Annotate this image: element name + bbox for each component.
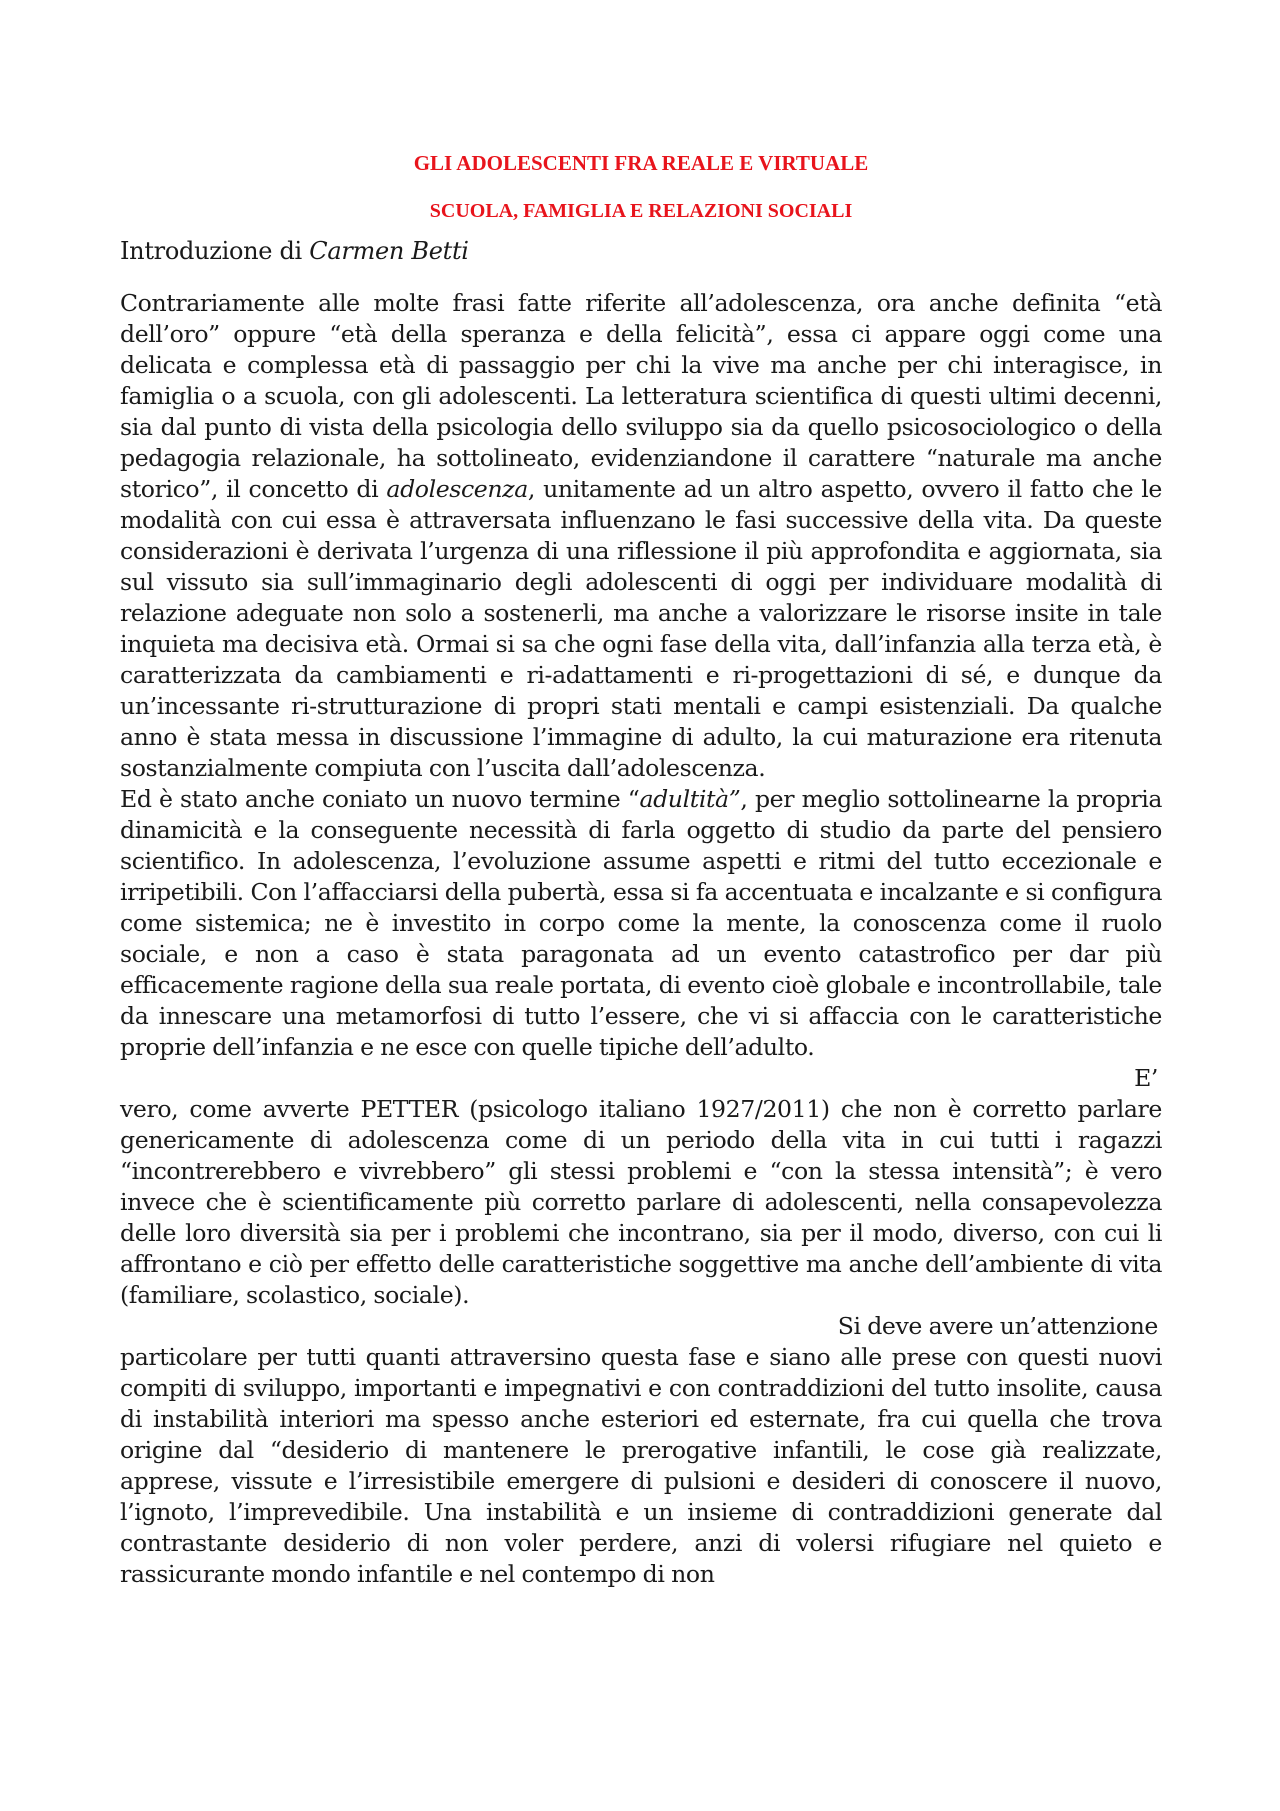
paragraph-2-tail: E’ [1134, 1064, 1158, 1092]
document-title: GLI ADOLESCENTI FRA REALE E VIRTUALE [413, 151, 869, 175]
paragraph-2 [120, 784, 1162, 1063]
paragraph-4-start: Si deve avere un’attenzione [837, 1312, 1158, 1340]
paragraph-2-emphasis: adultità” [639, 785, 741, 813]
introduction-line [120, 236, 1162, 266]
intro-prefix: Introduzione di [120, 237, 310, 265]
paragraph-1-part-b: , unitamente ad un altro aspetto, ovvero il fatto che le modalità con cui essa è attraversata influenzano le fasi successive della vita. Da queste considerazioni è derivata l’urgenza di una riflessione il più approfondita e aggiornata, sia sul vissuto sia sull’immaginario degli adolescenti di oggi per individuare modalità di relazione adeguate non solo a sostenerli, ma anche a valorizzare le risorse insite in tale inquieta ma decisiva età. Ormai si sa che ogni fase della vita, dall’infanzia alla terza età, è caratterizzata da cambiamenti e ri-adattamenti e ri-progettazioni di sé, e dunque da un’incessante ri-strutturazione di propri stati mentali e campi esistenziali. Da qualche anno è stata messa in discussione l’immagine di adulto, la cui maturazione era ritenuta sostanzialmente compiuta con l’uscita dall’adolescenza. [120, 475, 1162, 782]
body-text [120, 288, 1162, 1590]
document-subtitle: SCUOLA, FAMIGLIA E RELAZIONI SOCIALI [429, 200, 853, 222]
intro-author: Carmen Betti [309, 237, 469, 265]
paragraph-4: particolare per tutti quanti attraversino questa fase e siano alle prese con questi nuovi compiti di sviluppo, importanti e impegnativi e con contraddizioni del tutto insolite, causa di instabilità interiori ma spesso anche esteriori ed esternate, fra cui quella che trova origine dal “desiderio di mantenere le prerogative infantili, le cose già realizzate, apprese, vissute e l’irresistibile emergere di pulsioni e desideri di conoscere il nuovo, l’ignoto, l’imprevedibile. Una instabilità e un insieme di contraddizioni generate dal contrastante desiderio di non voler perdere, anzi di volersi rifugiare nel quieto e rassicurante mondo infantile e nel contempo di non [120, 1343, 1162, 1588]
paragraph-2-part-a: Ed è stato anche coniato un nuovo termine “ [120, 785, 640, 813]
paragraph-1-emphasis: adolescenza [386, 475, 528, 503]
paragraph-1 [120, 288, 1162, 784]
paragraph-1-part-a: Contrariamente alle molte frasi fatte riferite all’adolescenza, ora anche definita “età dell’oro” oppure “età della speranza e della felicità”, essa ci appare oggi come una delicata e complessa età di passaggio per chi la vive ma anche per chi interagisce, in famiglia o a scuola, con gli adolescenti. La letteratura scientifica di questi ultimi decenni, sia dal punto di vista della psicologia dello sviluppo sia da quello psicosociologico o della pedagogia relazionale, ha sottolineato, evidenziandone il carattere “naturale ma anche storico”, il concetto di [120, 289, 1162, 503]
paragraph-3: vero, come avverte PETTER (psicologo italiano 1927/2011) che non è corretto parlare genericamente di adolescenza come di un periodo della vita in cui tutti i ragazzi “incontrerebbero e vivrebbero” gli stessi problemi e “con la stessa intensità”; è vero invece che è scientificamente più corretto parlare di adolescenti, nella consapevolezza delle loro diversità sia per i problemi che incontrano, sia per il modo, diverso, con cui li affrontano e ciò per effetto delle caratteristiche soggettive ma anche dell’ambiente di vita (familiare, scolastico, sociale). [120, 1095, 1162, 1309]
paragraph-2-part-b: , per meglio sottolinearne la propria dinamicità e la conseguente necessità di farla oggetto di studio da parte del pensiero scientifico. In adolescenza, l’evoluzione assume aspetti e ritmi del tutto eccezionale e irripetibili. Con l’affacciarsi della pubertà, essa si fa accentuata e incalzante e si configura come sistemica; ne è investito in corpo come la mente, la conoscenza come il ruolo sociale, e non a caso è stata paragonata ad un evento catastrofico per dar più efficacemente ragione della sua reale portata, di evento cioè globale e incontrollabile, tale da innescare una metamorfosi di tutto l’essere, che vi si affaccia con le caratteristiche proprie dell’infanzia e ne esce con quelle tipiche dell’adulto. [120, 785, 1163, 1061]
